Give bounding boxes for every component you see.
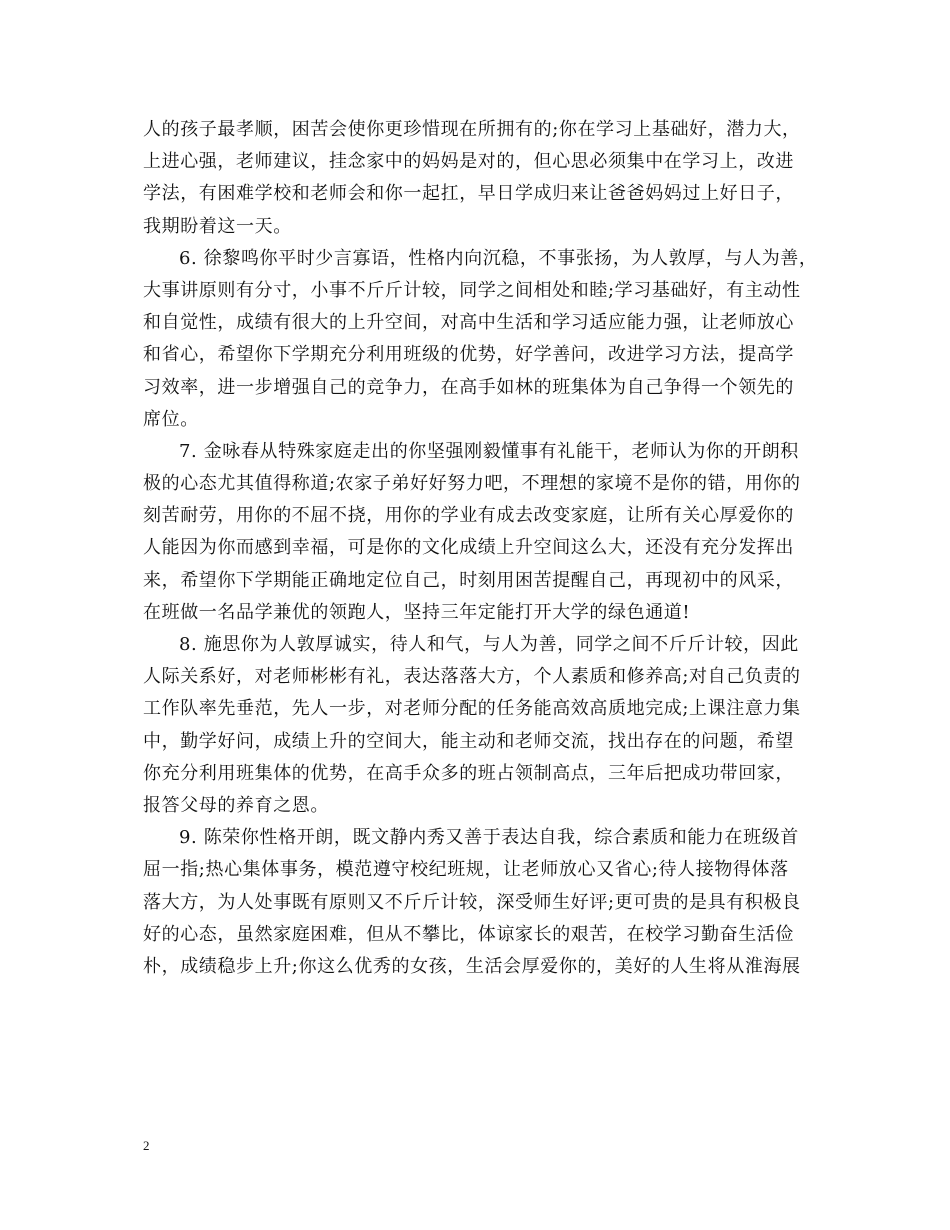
text-line: 和省心，希望你下学期充分利用班级的优势，好学善问，改进学习方法，提高学 [143,344,794,366]
text-line: 中，勤学好问，成绩上升的空间大，能主动和老师交流，找出存在的问题，希望 [143,730,794,752]
text-line: 在班做一名品学兼优的领跑人，坚持三年定能打开大学的绿色通道! [143,601,691,623]
text-line: 上进心强，老师建议，挂念家中的妈妈是对的，但心思必须集中在学习上，改进 [143,151,794,173]
text-line: 人际关系好，对老师彬彬有礼，表达落落大方，个人素质和修养高;对自己负责的 [143,666,801,688]
page-number: 2 [143,1138,150,1153]
text-line: 人能因为你而感到幸福，可是你的文化成绩上升空间这么大，还没有充分发挥出 [143,537,794,559]
text-line: 学法，有困难学校和老师会和你一起扛，早日学成归来让爸爸妈妈过上好日子， [143,183,794,205]
text-line: 刻苦耐劳，用你的不屈不挠，用你的学业有成去改变家庭，让所有关心厚爱你的 [143,505,794,527]
text-line: 和自觉性，成绩有很大的上升空间，对高中生活和学习适应能力强，让老师放心 [143,312,794,334]
text-line: 屈一指;热心集体事务，模范遵守校纪班规，让老师放心又省心;待人接物得体落 [143,859,789,881]
text-line: 极的心态尤其值得称道;农家子弟好好努力吧，不理想的家境不是你的错，用你的 [143,473,801,495]
text-line: 9. 陈荣你性格开朗，既文静内秀又善于表达自我，综合素质和能力在班级首 [179,827,799,849]
text-line: 我期盼着这一天。 [143,215,292,237]
text-line: 朴，成绩稳步上升;你这么优秀的女孩，生活会厚爱你的，美好的人生将从淮海展 [143,955,801,977]
body-text [143,114,823,983]
text-line: 席位。 [143,408,199,430]
text-line: 工作队率先垂范，先人一步，对老师分配的任务能高效高质地完成;上课注意力集 [143,698,801,720]
text-line: 习效率，进一步增强自己的竞争力，在高手如林的班集体为自己争得一个领先的 [143,376,794,398]
text-line: 你充分利用班集体的优势，在高手众多的班占领制高点，三年后把成功带回家， [143,762,794,784]
text-line: 大事讲原则有分寸，小事不斤斤计较，同学之间相处和睦;学习基础好，有主动性 [143,279,801,301]
text-line: 7. 金咏春从特殊家庭走出的你坚强刚毅懂事有礼能干，老师认为你的开朗积 [179,440,799,462]
text-line: 落大方，为人处事既有原则又不斤斤计较，深受师生好评;更可贵的是具有积极良 [143,891,801,913]
text-line: 人的孩子最孝顺，困苦会使你更珍惜现在所拥有的;你在学习上基础好，潜力大， [143,119,801,140]
text-line: 来，希望你下学期能正确地定位自己，时刻用困苦提醒自己，再现初中的风采， [143,569,794,591]
text-line: 报答父母的养育之恩。 [143,794,329,816]
text-line: 8. 施思你为人敦厚诚实，待人和气，与人为善，同学之间不斤斤计较，因此 [179,634,799,655]
text-line: 6. 徐黎鸣你平时少言寡语，性格内向沉稳，不事张扬，为人敦厚，与人为善， [179,247,818,269]
text-line: 好的心态，虽然家庭困难，但从不攀比，体谅家长的艰苦，在校学习勤奋生活俭 [143,923,794,945]
